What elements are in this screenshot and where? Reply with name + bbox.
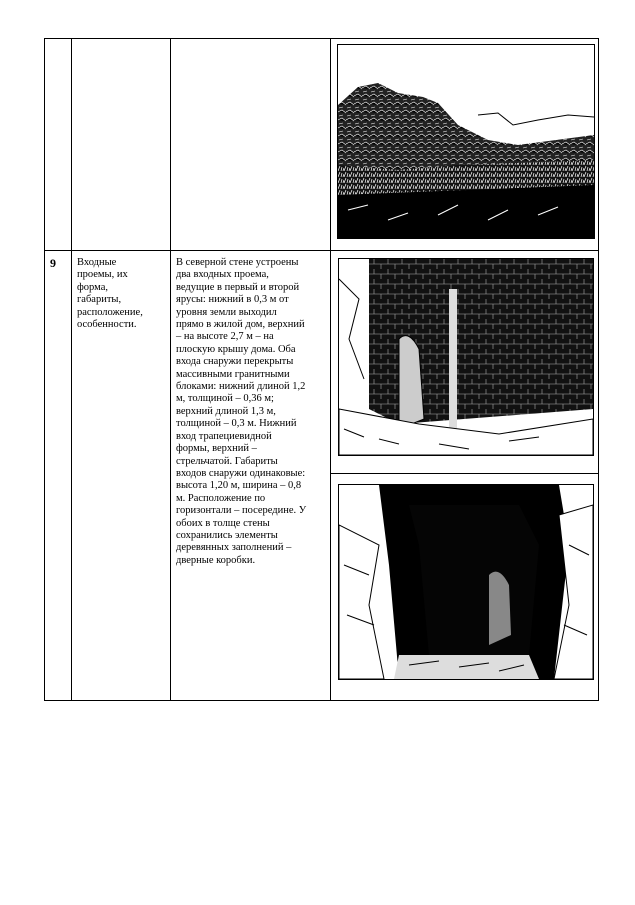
- table-border-bottom: [44, 700, 599, 701]
- table-border-col3: [330, 38, 331, 700]
- mountain-landscape-photo: [337, 44, 595, 239]
- table-border-col1: [71, 38, 72, 700]
- photo-divider: [330, 473, 599, 474]
- doorway-photo: [338, 484, 594, 680]
- description-cell: В северной стене устроены два входных проема, ведущие в первый и второй ярусы: нижний в 0,3 м от уровня земли выходил прямо в жилой дом, верхний – на высоте 2,7 м – на плоскую крышу дома. Оба входа снаружи перекрыты массивными гранитными блоками: нижний длиной 1,2 м, толщиной – 0,36 м; верхний длиной 1,3 м, толщиной – 0,3 м. Нижний вход трапециевидной формы, верхний – стрельчатой. Габариты входов снаружи одинаковые: высота 1,20 м, ширина – 0,8 м. Расположение по горизонтали – посередине. У обоих в толще стены сохранились элементы деревянных заполнений – дверные коробки.: [176, 257, 307, 566]
- table-border-left: [44, 38, 45, 700]
- parameter-cell: Входные проемы, их форма, габариты, расположение, особенности.: [77, 257, 143, 331]
- stone-wall-photo: [338, 258, 594, 456]
- table-border-top: [44, 38, 599, 39]
- table-border-col2: [170, 38, 171, 700]
- row-number: 9: [50, 256, 56, 270]
- table-border-right: [598, 38, 599, 700]
- row-divider: [44, 250, 599, 251]
